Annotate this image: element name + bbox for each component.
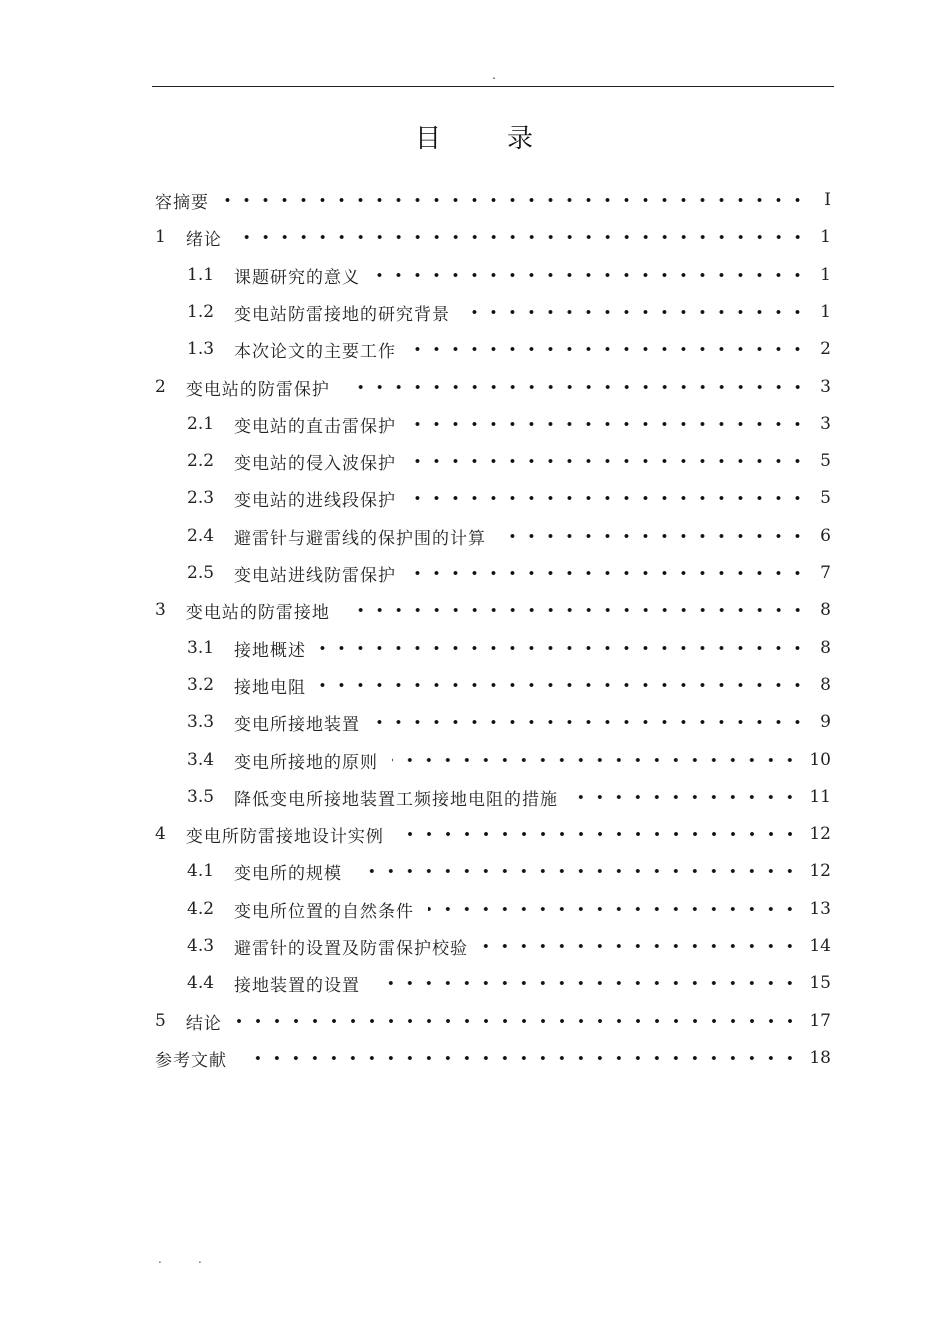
toc-entry-title: 接地装置的设置 — [234, 975, 361, 996]
toc-entry-title: 变电站的防雷接地 — [185, 602, 330, 623]
toc-dot-leader — [236, 1009, 800, 1033]
toc-entry-page-number: 15 — [809, 973, 831, 993]
toc-entry-number: 4.1 — [187, 861, 215, 881]
toc-entry-number: 5 — [155, 1011, 166, 1031]
toc-entry-title: 结论 — [185, 1013, 222, 1034]
toc-entry[interactable] — [187, 673, 831, 697]
toc-entry-number: 1.1 — [187, 265, 215, 285]
toc-entry[interactable] — [187, 897, 831, 921]
toc-entry[interactable] — [187, 636, 831, 660]
toc-entry-title: 避雷针与避雷线的保护围的计算 — [234, 528, 487, 549]
toc-entry-title: 绪论 — [185, 229, 222, 250]
toc-entry-number: 2 — [155, 377, 166, 397]
toc-entry[interactable] — [187, 486, 831, 510]
toc-entry-number: 2.4 — [187, 526, 215, 546]
toc-dot-leader — [410, 486, 807, 510]
toc-entry-title: 变电站防雷接地的研究背景 — [234, 304, 451, 325]
toc-entry-number: 4.4 — [187, 973, 215, 993]
toc-dot-leader — [572, 785, 799, 809]
toc-entry-number: 2.2 — [187, 451, 215, 471]
toc-entry-page-number: 5 — [820, 451, 831, 471]
toc-entry-page-number: 2 — [820, 339, 831, 359]
toc-dot-leader — [464, 300, 807, 324]
toc-entry-title: 接地概述 — [234, 640, 307, 661]
toc-entry-number: 3 — [155, 600, 166, 620]
toc-entry-title: 参考文献 — [155, 1050, 227, 1071]
toc-entry[interactable] — [155, 598, 831, 622]
toc-entry-title: 变电所的规模 — [234, 863, 343, 884]
toc-entry-page-number: 1 — [820, 302, 831, 322]
toc-entry[interactable] — [155, 1046, 831, 1070]
toc-dot-leader — [500, 524, 807, 548]
toc-entry-number: 3.2 — [187, 675, 215, 695]
page-title — [0, 118, 950, 155]
toc-entry-page-number: 9 — [820, 712, 831, 732]
toc-entry-number: 2.5 — [187, 563, 215, 583]
toc-entry-title: 变电所防雷接地设计实例 — [185, 826, 384, 847]
toc-dot-leader — [374, 710, 807, 734]
toc-entry[interactable] — [187, 748, 831, 772]
toc-dot-leader — [241, 1046, 799, 1070]
footer-marks — [158, 1252, 238, 1266]
toc-entry[interactable] — [187, 785, 831, 809]
toc-dot-leader — [392, 748, 799, 772]
toc-dot-leader — [320, 673, 807, 697]
toc-dot-leader — [320, 636, 807, 660]
toc-entry-title: 变电站的防雷保护 — [185, 379, 330, 400]
toc-entry[interactable] — [187, 934, 831, 958]
toc-entry[interactable] — [155, 225, 831, 249]
toc-entry[interactable] — [187, 300, 831, 324]
toc-dot-leader — [410, 449, 807, 473]
toc-entry-page-number: 8 — [820, 675, 831, 695]
toc-entry[interactable] — [187, 263, 831, 287]
toc-dot-leader — [374, 971, 799, 995]
toc-entry[interactable] — [187, 859, 831, 883]
toc-entry-title: 课题研究的意义 — [234, 267, 361, 288]
toc-entry[interactable] — [187, 412, 831, 436]
toc-entry-number: 4.3 — [187, 936, 215, 956]
toc-entry-title: 变电所接地装置 — [234, 714, 361, 735]
title-right-char: 录 — [507, 124, 536, 154]
toc-dot-leader — [410, 561, 807, 585]
toc-entry[interactable] — [187, 710, 831, 734]
toc-entry-title: 接地电阻 — [234, 677, 307, 698]
toc-entry-page-number: 8 — [820, 638, 831, 658]
toc-entry-title: 变电站的进线段保护 — [234, 490, 397, 511]
toc-dot-leader — [344, 598, 807, 622]
toc-entry-title: 变电站进线防雷保护 — [234, 565, 397, 586]
toc-entry[interactable] — [187, 524, 831, 548]
toc-entry-title: 变电站的侵入波保护 — [234, 453, 397, 474]
toc-dot-leader — [482, 934, 799, 958]
toc-entry-number: 1.2 — [187, 302, 215, 322]
toc-entry[interactable] — [187, 449, 831, 473]
toc-entry-number: 1.3 — [187, 339, 215, 359]
toc-entry-number: 3.3 — [187, 712, 215, 732]
toc-entry-number: 4 — [155, 824, 166, 844]
toc-entry-page-number: I — [824, 190, 831, 210]
toc-dot-leader — [223, 188, 807, 212]
toc-entry-page-number: 1 — [820, 227, 831, 247]
toc-entry-page-number: 10 — [809, 750, 831, 770]
toc-dot-leader — [398, 822, 800, 846]
toc-entry-page-number: 6 — [820, 526, 831, 546]
toc-entry[interactable] — [155, 188, 831, 212]
toc-entry[interactable] — [155, 375, 831, 399]
toc-entry-page-number: 11 — [809, 787, 831, 807]
toc-dot-leader — [428, 897, 799, 921]
toc-entry-number: 3.5 — [187, 787, 215, 807]
toc-dot-leader — [410, 412, 807, 436]
toc-entry-title: 避雷针的设置及防雷保护校验 — [234, 938, 469, 959]
toc-entry-page-number: 7 — [820, 563, 831, 583]
toc-entry-title: 变电站的直击雷保护 — [234, 416, 397, 437]
header-rule — [152, 86, 834, 87]
toc-entry-page-number: 12 — [809, 861, 831, 881]
toc-entry-title: 本次论文的主要工作 — [234, 341, 397, 362]
toc-dot-leader — [236, 225, 807, 249]
toc-entry-number: 1 — [155, 227, 166, 247]
toc-dot-leader — [410, 337, 807, 361]
toc-entry[interactable] — [187, 561, 831, 585]
footer-mark: . — [158, 1252, 162, 1266]
toc-entry[interactable] — [155, 822, 831, 846]
toc-entry-page-number: 8 — [820, 600, 831, 620]
toc-entry-page-number: 14 — [809, 936, 831, 956]
toc-entry-title: 降低变电所接地装置工频接地电阻的措施 — [234, 789, 559, 810]
toc-entry-page-number: 17 — [809, 1011, 831, 1031]
toc-entry-page-number: 1 — [820, 265, 831, 285]
header-mark: . — [492, 68, 496, 82]
toc-entry-number: 3.4 — [187, 750, 215, 770]
toc-entry-page-number: 5 — [820, 488, 831, 508]
toc-dot-leader — [374, 263, 807, 287]
toc-entry-title: 容摘要 — [155, 192, 209, 213]
toc-entry-page-number: 12 — [809, 824, 831, 844]
toc-entry[interactable] — [187, 337, 831, 361]
toc-entry-title: 变电所接地的原则 — [234, 752, 379, 773]
toc-entry-page-number: 13 — [809, 899, 831, 919]
toc-entry-number: 2.1 — [187, 414, 215, 434]
toc-entry[interactable] — [155, 1009, 831, 1033]
toc-entry-page-number: 3 — [820, 377, 831, 397]
toc-entry-page-number: 18 — [809, 1048, 831, 1068]
toc-dot-leader — [344, 375, 807, 399]
title-left-char: 目 — [414, 124, 443, 154]
footer-mark: . — [198, 1252, 202, 1266]
toc-entry-number: 2.3 — [187, 488, 215, 508]
toc-entry-title: 变电所位置的自然条件 — [234, 901, 415, 922]
toc-entry-number: 4.2 — [187, 899, 215, 919]
toc-entry-number: 3.1 — [187, 638, 215, 658]
toc-entry[interactable] — [187, 971, 831, 995]
toc-entry-page-number: 3 — [820, 414, 831, 434]
toc-dot-leader — [356, 859, 799, 883]
